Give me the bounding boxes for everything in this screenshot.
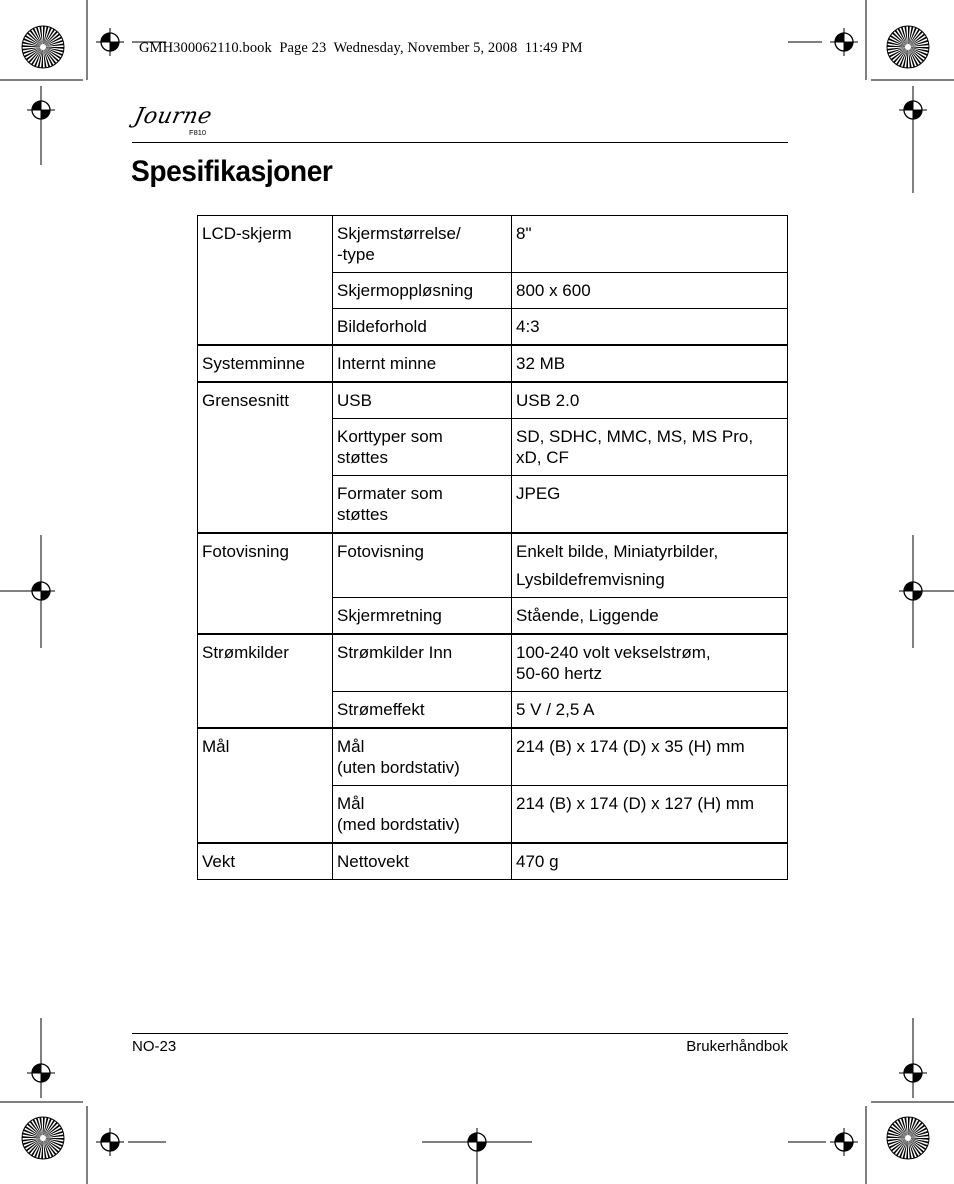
header-rule xyxy=(132,142,788,143)
spec-item-cell-line: Fotovisning xyxy=(337,542,424,561)
brand-logo xyxy=(132,104,222,142)
registration-fill xyxy=(468,1133,477,1142)
spec-item-cell-line: -type xyxy=(337,245,375,264)
spec-group-cell: Systemminne xyxy=(198,345,333,382)
spec-value-cell-line: 32 MB xyxy=(516,354,566,373)
registration-fill xyxy=(41,110,50,119)
registration-fill xyxy=(835,33,844,42)
spec-item-cell-line: Skjermoppløsning xyxy=(337,281,474,300)
spec-item-cell-line: (uten bordstativ) xyxy=(337,758,460,777)
spec-value-cell-line: JPEG xyxy=(516,484,561,503)
spec-item-cell-line: Internt minne xyxy=(337,354,437,373)
registration-fill xyxy=(41,591,50,600)
logo-model: F810 xyxy=(189,128,207,137)
spec-item-cell-line: Strømeffekt xyxy=(337,700,425,719)
spec-group-cell: LCD-skjerm xyxy=(198,216,333,346)
spec-item-cell xyxy=(333,533,512,598)
spec-table xyxy=(197,215,788,880)
registration-fill xyxy=(904,582,913,591)
spec-item-cell xyxy=(333,216,512,273)
spec-item-cell-line: Skjermstørrelse/ xyxy=(337,224,461,243)
spec-item-cell xyxy=(333,273,512,309)
spec-value-cell xyxy=(512,634,788,692)
spec-value-cell-line: 214 (B) x 174 (D) x 35 (H) mm xyxy=(516,737,745,756)
spec-group-cell: Grensesnitt xyxy=(198,382,333,533)
registration-fill xyxy=(110,42,119,51)
page-title: Spesifikasjoner xyxy=(131,155,333,188)
registration-fill xyxy=(32,101,41,110)
footer-rule xyxy=(132,1033,788,1034)
spec-item-cell xyxy=(333,598,512,635)
spec-group-cell: Vekt xyxy=(198,843,333,880)
star-target-center xyxy=(905,44,911,50)
star-target-center xyxy=(40,44,46,50)
spec-value-cell xyxy=(512,476,788,534)
table-row xyxy=(198,216,788,273)
spec-value-cell-line: 4:3 xyxy=(516,317,540,336)
registration-fill xyxy=(913,1073,922,1082)
spec-item-cell xyxy=(333,345,512,382)
spec-item-cell-line: Nettovekt xyxy=(337,852,409,871)
registration-fill xyxy=(110,1142,119,1151)
spec-value-cell xyxy=(512,419,788,476)
spec-item-cell-line: støttes xyxy=(337,448,389,467)
table-row xyxy=(198,728,788,786)
spec-item-cell-line: Mål xyxy=(337,737,365,756)
spec-item-cell-line: (med bordstativ) xyxy=(337,815,460,834)
spec-group-cell: Strømkilder xyxy=(198,634,333,728)
registration-fill xyxy=(913,591,922,600)
book-header: GMH300062110.book Page 23 Wednesday, November 5, 2008 11:49 PM xyxy=(139,40,583,56)
spec-item-cell-line: Skjermretning xyxy=(337,606,442,625)
page-number: NO-23 xyxy=(132,1038,177,1055)
spec-item-cell xyxy=(333,728,512,786)
table-row xyxy=(198,345,788,382)
spec-item-cell xyxy=(333,382,512,419)
footer-book-title: Brukerhåndbok xyxy=(686,1038,788,1055)
spec-value-cell-line: Stående, Liggende xyxy=(516,606,659,625)
spec-item-cell-line: Bildeforhold xyxy=(337,317,427,336)
spec-value-cell-line: Enkelt bilde, Miniatyrbilder, xyxy=(516,542,719,561)
registration-fill xyxy=(844,1142,853,1151)
registration-fill xyxy=(32,1064,41,1073)
spec-item-cell-line: støttes xyxy=(337,505,389,524)
spec-table-body xyxy=(198,216,788,880)
spec-item-cell xyxy=(333,309,512,346)
spec-value-cell xyxy=(512,309,788,346)
registration-fill xyxy=(32,582,41,591)
spec-group-cell: Fotovisning xyxy=(198,533,333,634)
table-row xyxy=(198,533,788,598)
spec-value-cell xyxy=(512,533,788,598)
spec-value-cell-line: 470 g xyxy=(516,852,559,871)
spec-item-cell xyxy=(333,786,512,844)
spec-value-cell-line: 800 x 600 xyxy=(516,281,591,300)
spec-value-cell-line: 8" xyxy=(516,224,532,243)
spec-value-cell xyxy=(512,273,788,309)
spec-value-cell xyxy=(512,382,788,419)
spec-value-cell-line: xD, CF xyxy=(516,448,569,467)
spec-value-cell-line: Lysbildefremvisning xyxy=(516,570,665,589)
registration-fill xyxy=(101,33,110,42)
table-row xyxy=(198,843,788,880)
spec-value-cell xyxy=(512,345,788,382)
spec-value-cell xyxy=(512,692,788,729)
spec-value-cell-line: 214 (B) x 174 (D) x 127 (H) mm xyxy=(516,794,755,813)
spec-item-cell xyxy=(333,634,512,692)
registration-fill xyxy=(904,101,913,110)
registration-fill xyxy=(41,1073,50,1082)
spec-value-cell xyxy=(512,843,788,880)
spec-value-cell-line: USB 2.0 xyxy=(516,391,580,410)
registration-fill xyxy=(101,1133,110,1142)
spec-item-cell-line: Mål xyxy=(337,794,365,813)
spec-item-cell-line: Formater som xyxy=(337,484,443,503)
registration-fill xyxy=(477,1142,486,1151)
table-row xyxy=(198,382,788,419)
spec-value-cell xyxy=(512,216,788,273)
spec-item-cell-line: USB xyxy=(337,391,372,410)
spec-item-cell xyxy=(333,843,512,880)
spec-item-cell xyxy=(333,476,512,534)
spec-value-cell xyxy=(512,598,788,635)
star-target-center xyxy=(905,1135,911,1141)
spec-value-cell-line: 100-240 volt vekselstrøm, xyxy=(516,643,711,662)
spec-item-cell xyxy=(333,419,512,476)
spec-item-cell-line: Strømkilder Inn xyxy=(337,643,453,662)
logo-wordmark: Journe xyxy=(132,104,215,129)
spec-value-cell-line: SD, SDHC, MMC, MS, MS Pro, xyxy=(516,427,754,446)
registration-fill xyxy=(835,1133,844,1142)
spec-item-cell xyxy=(333,692,512,729)
spec-group-cell: Mål xyxy=(198,728,333,843)
spec-item-cell-line: Korttyper som xyxy=(337,427,443,446)
spec-value-cell xyxy=(512,786,788,844)
registration-fill xyxy=(913,110,922,119)
table-row xyxy=(198,634,788,692)
star-target-center xyxy=(40,1135,46,1141)
spec-value-cell-line: 50-60 hertz xyxy=(516,664,602,683)
registration-fill xyxy=(844,42,853,51)
registration-fill xyxy=(904,1064,913,1073)
spec-value-cell xyxy=(512,728,788,786)
spec-value-cell-line: 5 V / 2,5 A xyxy=(516,700,595,719)
